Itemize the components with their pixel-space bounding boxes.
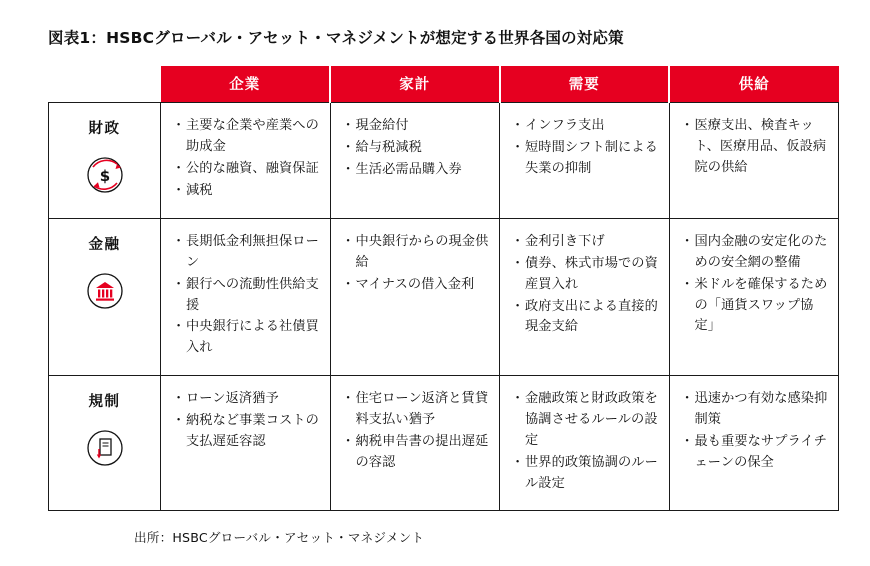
cell-1-0 [161,219,331,376]
list-item: ・ 減税 [173,181,322,202]
corner-blank-cell [49,66,161,103]
list-item: ・ インフラ支出 [512,116,661,137]
table-row [49,103,839,219]
list-item: ・ 生活必需品購入券 [343,160,492,181]
item-list [512,116,661,180]
dollar-circle-arrow-icon [49,148,160,202]
list-item: ・ 現金給付 [343,116,492,137]
svg-text:$: $ [99,167,110,185]
row-header-label-1: 金融 [88,237,121,253]
page-title: 図表1：HSBCグローバル・アセット・マネジメントが想定する世界各国の対応策 [48,29,624,47]
policy-matrix-table [48,66,839,511]
list-item: ・ 政府支出による直接的現金支給 [512,297,661,339]
cell-1-3 [669,219,839,376]
item-list [512,389,661,494]
list-item: ・ 給与税減税 [343,138,492,159]
list-item: ・ 住宅ローン返済と賃貸料支払い猶予 [343,389,492,431]
list-item: ・ 金利引き下げ [512,232,661,253]
cell-0-3 [669,103,839,219]
item-list [173,116,322,201]
bank-building-circle-icon [49,264,160,318]
list-item: ・ 金融政策と財政政策を協調させるルールの設定 [512,389,661,452]
list-item: ・ マイナスの借入金利 [343,275,492,296]
list-item: ・ 短時間シフト制による失業の抑制 [512,138,661,180]
item-list [343,389,492,473]
document-arrow-circle-icon [49,421,160,475]
cell-0-0 [161,103,331,219]
list-item: ・ 米ドルを確保するための「通貨スワップ協定」 [682,275,831,338]
cell-1-2 [500,219,670,376]
item-list [682,116,831,179]
item-list [682,389,831,473]
item-list [173,389,322,453]
list-item: ・ 世界的政策協調のルール設定 [512,453,661,495]
table-header [49,66,839,103]
cell-0-1 [330,103,500,219]
cell-2-1 [330,376,500,511]
row-header-label-0: 財政 [88,121,121,137]
row-header-0 [49,103,161,219]
list-item: ・ ローン返済猶予 [173,389,322,410]
cell-2-0 [161,376,331,511]
column-header-1: 家計 [330,66,500,103]
list-item: ・ 最も重要なサプライチェーンの保全 [682,432,831,474]
column-header-2: 需要 [500,66,670,103]
table-row [49,376,839,511]
list-item: ・ 迅速かつ有効な感染抑制策 [682,389,831,431]
cell-0-2 [500,103,670,219]
list-item: ・ 国内金融の安定化のための安全網の整備 [682,232,831,274]
list-item: ・ 債券、株式市場での資産買入れ [512,254,661,296]
cell-2-3 [669,376,839,511]
list-item: ・ 納税など事業コストの支払遅延容認 [173,411,322,453]
list-item: ・ 中央銀行からの現金供給 [343,232,492,274]
list-item: ・ 中央銀行による社債買入れ [173,317,322,359]
list-item: ・ 公的な融資、融資保証 [173,159,322,180]
source-note: 出所：HSBCグローバル・アセット・マネジメント [134,530,425,546]
item-list [512,232,661,338]
list-item: ・ 銀行への流動性供給支援 [173,275,322,317]
cell-1-1 [330,219,500,376]
list-item: ・ 長期低金利無担保ローン [173,232,322,274]
item-list [173,232,322,359]
table-row [49,219,839,376]
list-item: ・ 納税申告書の提出遅延の容認 [343,432,492,474]
column-header-3: 供給 [669,66,839,103]
list-item: ・ 医療支出、検査キット、医療用品、仮設病院の供給 [682,116,831,179]
item-list [682,232,831,337]
item-list [343,116,492,181]
row-header-2 [49,376,161,511]
list-item: ・ 主要な企業や産業への助成金 [173,116,322,158]
column-header-0: 企業 [161,66,331,103]
cell-2-2 [500,376,670,511]
row-header-1 [49,219,161,376]
item-list [343,232,492,296]
row-header-label-2: 規制 [88,394,121,411]
